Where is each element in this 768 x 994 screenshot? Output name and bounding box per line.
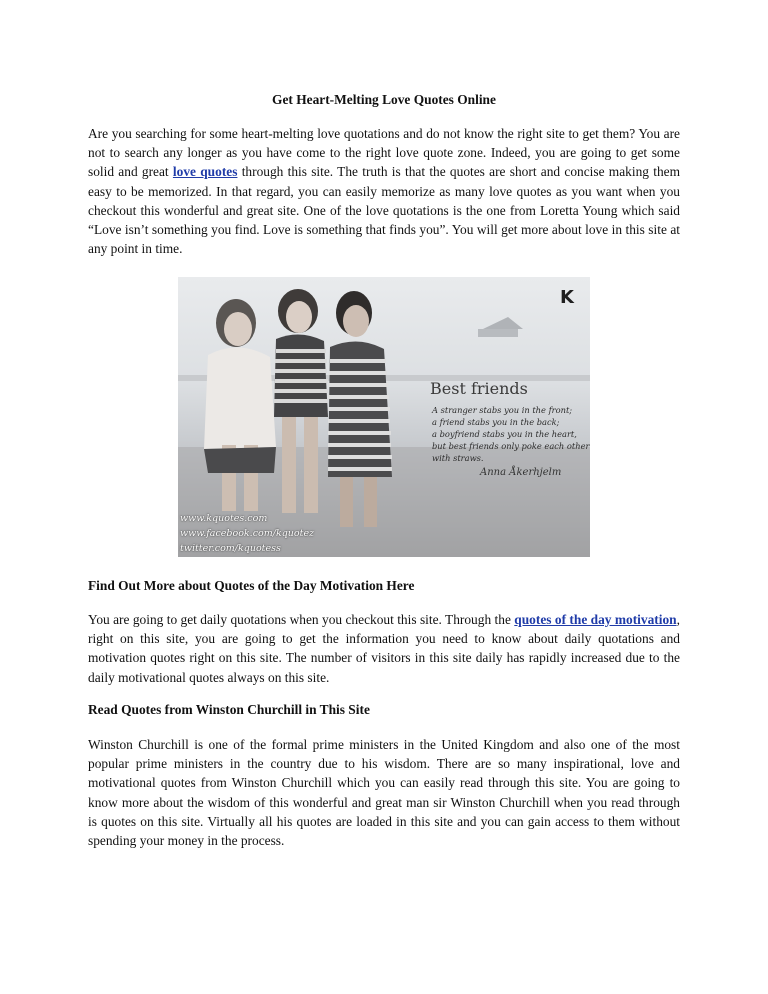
love-quotes-link[interactable]: love quotes (172, 164, 238, 180)
churchill-paragraph: Winston Churchill is one of the formal prime ministers in the United Kingdom and also one of the most popular prime ministers in the country due to his wisdom. There are so many inspirational, love and motivational quotes from Winston Churchill which you can easily read through this site. You are going to know more about the wisdom of this wonderful and great man sir Winston Churchill when you read through is quotes on this site. Virtually all his quotes are loaded in this site and you can gain access to them without spending your money in the process. (88, 737, 680, 849)
quote-line: a friend stabs you in the back; (432, 417, 560, 427)
best-friends-photo (178, 277, 590, 557)
motivation-text-before: You are going to get daily quotations when you checkout this site. Through the (88, 612, 515, 627)
quote-author: Anna Åkerhjelm (480, 467, 562, 478)
website-url: www.kquotes.com (180, 513, 268, 524)
quotes-of-the-day-link[interactable]: quotes of the day motivation (514, 612, 677, 627)
page-title: Get Heart-Melting Love Quotes Online (272, 92, 496, 107)
kquotes-logo: K (560, 287, 574, 308)
section-heading-churchill: Read Quotes from Winston Churchill in This Site (88, 702, 370, 717)
section-heading-motivation: Find Out More about Quotes of the Day Motivation Here (88, 578, 415, 593)
quote-line: but best friends only poke each other (432, 441, 590, 451)
motivation-text-after: , right on this site, you are going to get the information you need to know about daily quotations and motivation quotes right on this site. The number of visitors in this site daily has rapidly increased due to the daily motivational quotes always on this site. (88, 612, 680, 685)
quote-line: with straws. (432, 453, 484, 463)
quote-title: Best friends (430, 379, 528, 398)
quote-line: A stranger stabs you in the front; (432, 405, 573, 415)
twitter-url: twitter.com/kquotess (180, 543, 281, 554)
facebook-url: www.facebook.com/kquotez (180, 528, 315, 539)
motivation-paragraph (88, 610, 680, 687)
intro-text-before: Are you searching for some heart-melting love quotations and do not know the right site to get them? You are not to search any longer as you have come to the right love quote zone. Indeed, you are going to get some solid and great (88, 126, 680, 180)
intro-text-after: through this site. The truth is that the quotes are short and concise making them easy to be memorized. In that regard, you can easily memorize as many love quotes as you want when you checkout this wonderful and great site. One of the love quotations is the one from Loretta Young which said “Love isn’t something you find. Love is something that finds you”. You will get more about love in this site at any point in time. (88, 164, 680, 257)
intro-paragraph (88, 124, 680, 258)
quote-line: a boyfriend stabs you in the heart, (432, 429, 577, 439)
